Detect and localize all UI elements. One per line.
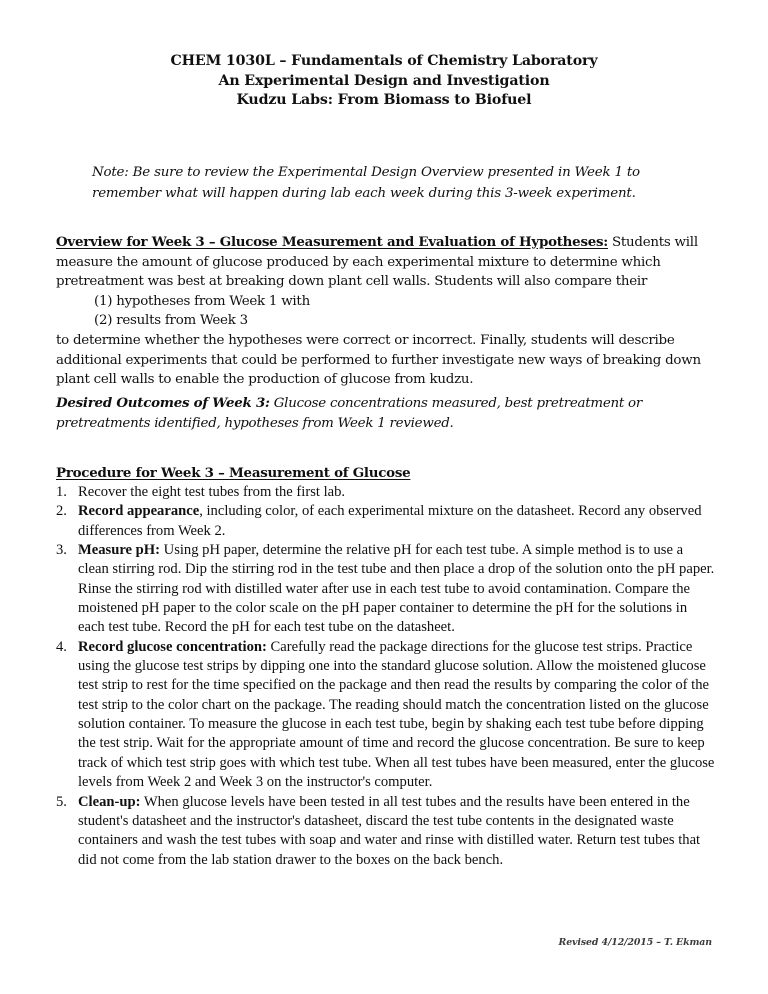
overview-tail: to determine whether the hypotheses were correct or incorrect. Finally, students will describe additional experiments that could be performed to further investigate new ways of breaking down plant cell walls to enable the production of glucose from kudzu. — [56, 332, 701, 388]
note-block — [92, 163, 648, 204]
step-number: 4. — [56, 638, 67, 655]
procedure-heading: Procedure for Week 3 – Measurement of Glucose — [56, 465, 411, 481]
desired-outcomes-label: Desired Outcomes of Week 3: — [56, 395, 270, 411]
overview-heading: Overview for Week 3 – Glucose Measurement and Evaluation of Hypotheses: — [56, 234, 608, 250]
document-title-block — [56, 52, 712, 111]
step-label: Clean-up: — [78, 793, 141, 810]
title-line-3: Kudzu Labs: From Biomass to Biofuel — [236, 92, 532, 108]
step-number: 1. — [56, 484, 67, 500]
procedure-step — [56, 541, 716, 638]
procedure-heading-row — [56, 464, 716, 482]
step-text: Carefully read the package directions for the glucose test strips. Practice using the glucose test strips by dipping one into the standard glucose solution. Allow the moistened glucose test strip to rest for the time specified on the package and then read the results by comparing the color of the test strip to the color chart on the package. The reading should match the concentration listed on the glucose solution container. To measure the glucose in each test tube, begin by shaking each test tube before dipping the test strip. Wait for the appropriate amount of time and record the glucose concentration. Be sure to keep track of which test strip goes with which test tube. When all test tubes have been measured, enter the glucose levels from Week 2 and Week 3 on the instructor's computer. — [78, 638, 715, 791]
step-number: 3. — [56, 542, 67, 559]
note-text: Note: Be sure to review the Experimental Design Overview presented in Week 1 to remember what will happen during lab each week during this 3-week experiment. — [92, 165, 640, 201]
desired-outcomes-paragraph — [56, 394, 716, 433]
procedure-step — [56, 638, 716, 793]
overview-sub-item-2: (2) results from Week 3 — [94, 313, 248, 329]
title-line-2: An Experimental Design and Investigation — [218, 72, 550, 89]
title-line-1: CHEM 1030L – Fundamentals of Chemistry Laboratory — [170, 53, 598, 69]
step-number: 5. — [56, 793, 67, 810]
overview-sub-item-1: (1) hypotheses from Week 1 with — [94, 293, 310, 309]
step-text: Using pH paper, determine the relative pH for each test tube. A simple method is to use a clean stirring rod. Dip the stirring rod in the test tube and then place a drop of the solution onto the pH paper. Rinse the stirring rod with distilled water after use in each test tube to avoid contamination. Compare the moistened pH paper to the color scale on the pH paper container to determine the pH for the solutions in each test tube. Record the pH for each test tube on the datasheet. — [78, 542, 715, 636]
overview-intro: Students will measure the amount of glucose produced by each experimental mixture to determine which pretreatment was best at breaking down plant cell walls. Students will also compare their — [56, 235, 698, 290]
step-text: When glucose levels have been tested in all test tubes and the results have been entered in the student's datasheet and the instructor's datasheet, discard the test tube contents in the designated waste containers and wash the test tubes with soap and water and rinse with distilled water. Return test tubes that did not come from the lab station drawer to the boxes on the back bench. — [78, 793, 701, 868]
step-text: Recover the eight test tubes from the first lab. — [78, 484, 346, 500]
procedure-step — [56, 793, 716, 870]
procedure-step — [56, 483, 716, 502]
desired-outcomes-section — [56, 394, 716, 433]
procedure-step-list — [56, 483, 716, 870]
overview-paragraph — [56, 233, 716, 390]
overview-section — [56, 233, 716, 390]
procedure-step — [56, 502, 716, 541]
procedure-section — [56, 464, 716, 870]
step-label: Measure pH: — [78, 542, 161, 559]
document-footer — [56, 932, 712, 950]
desired-outcomes-text: Glucose concentrations measured, best pretreatment or pretreatments identified, hypotheses from Week 1 reviewed. — [56, 396, 643, 431]
step-number: 2. — [56, 503, 67, 520]
footer-revision-text: Revised 4/12/2015 – T. Ekman — [558, 937, 712, 948]
step-text: , including color, of each experimental mixture on the datasheet. Record any observed differences from Week 2. — [78, 503, 702, 539]
step-label: Record appearance — [78, 503, 200, 520]
step-label: Record glucose concentration: — [78, 638, 267, 655]
